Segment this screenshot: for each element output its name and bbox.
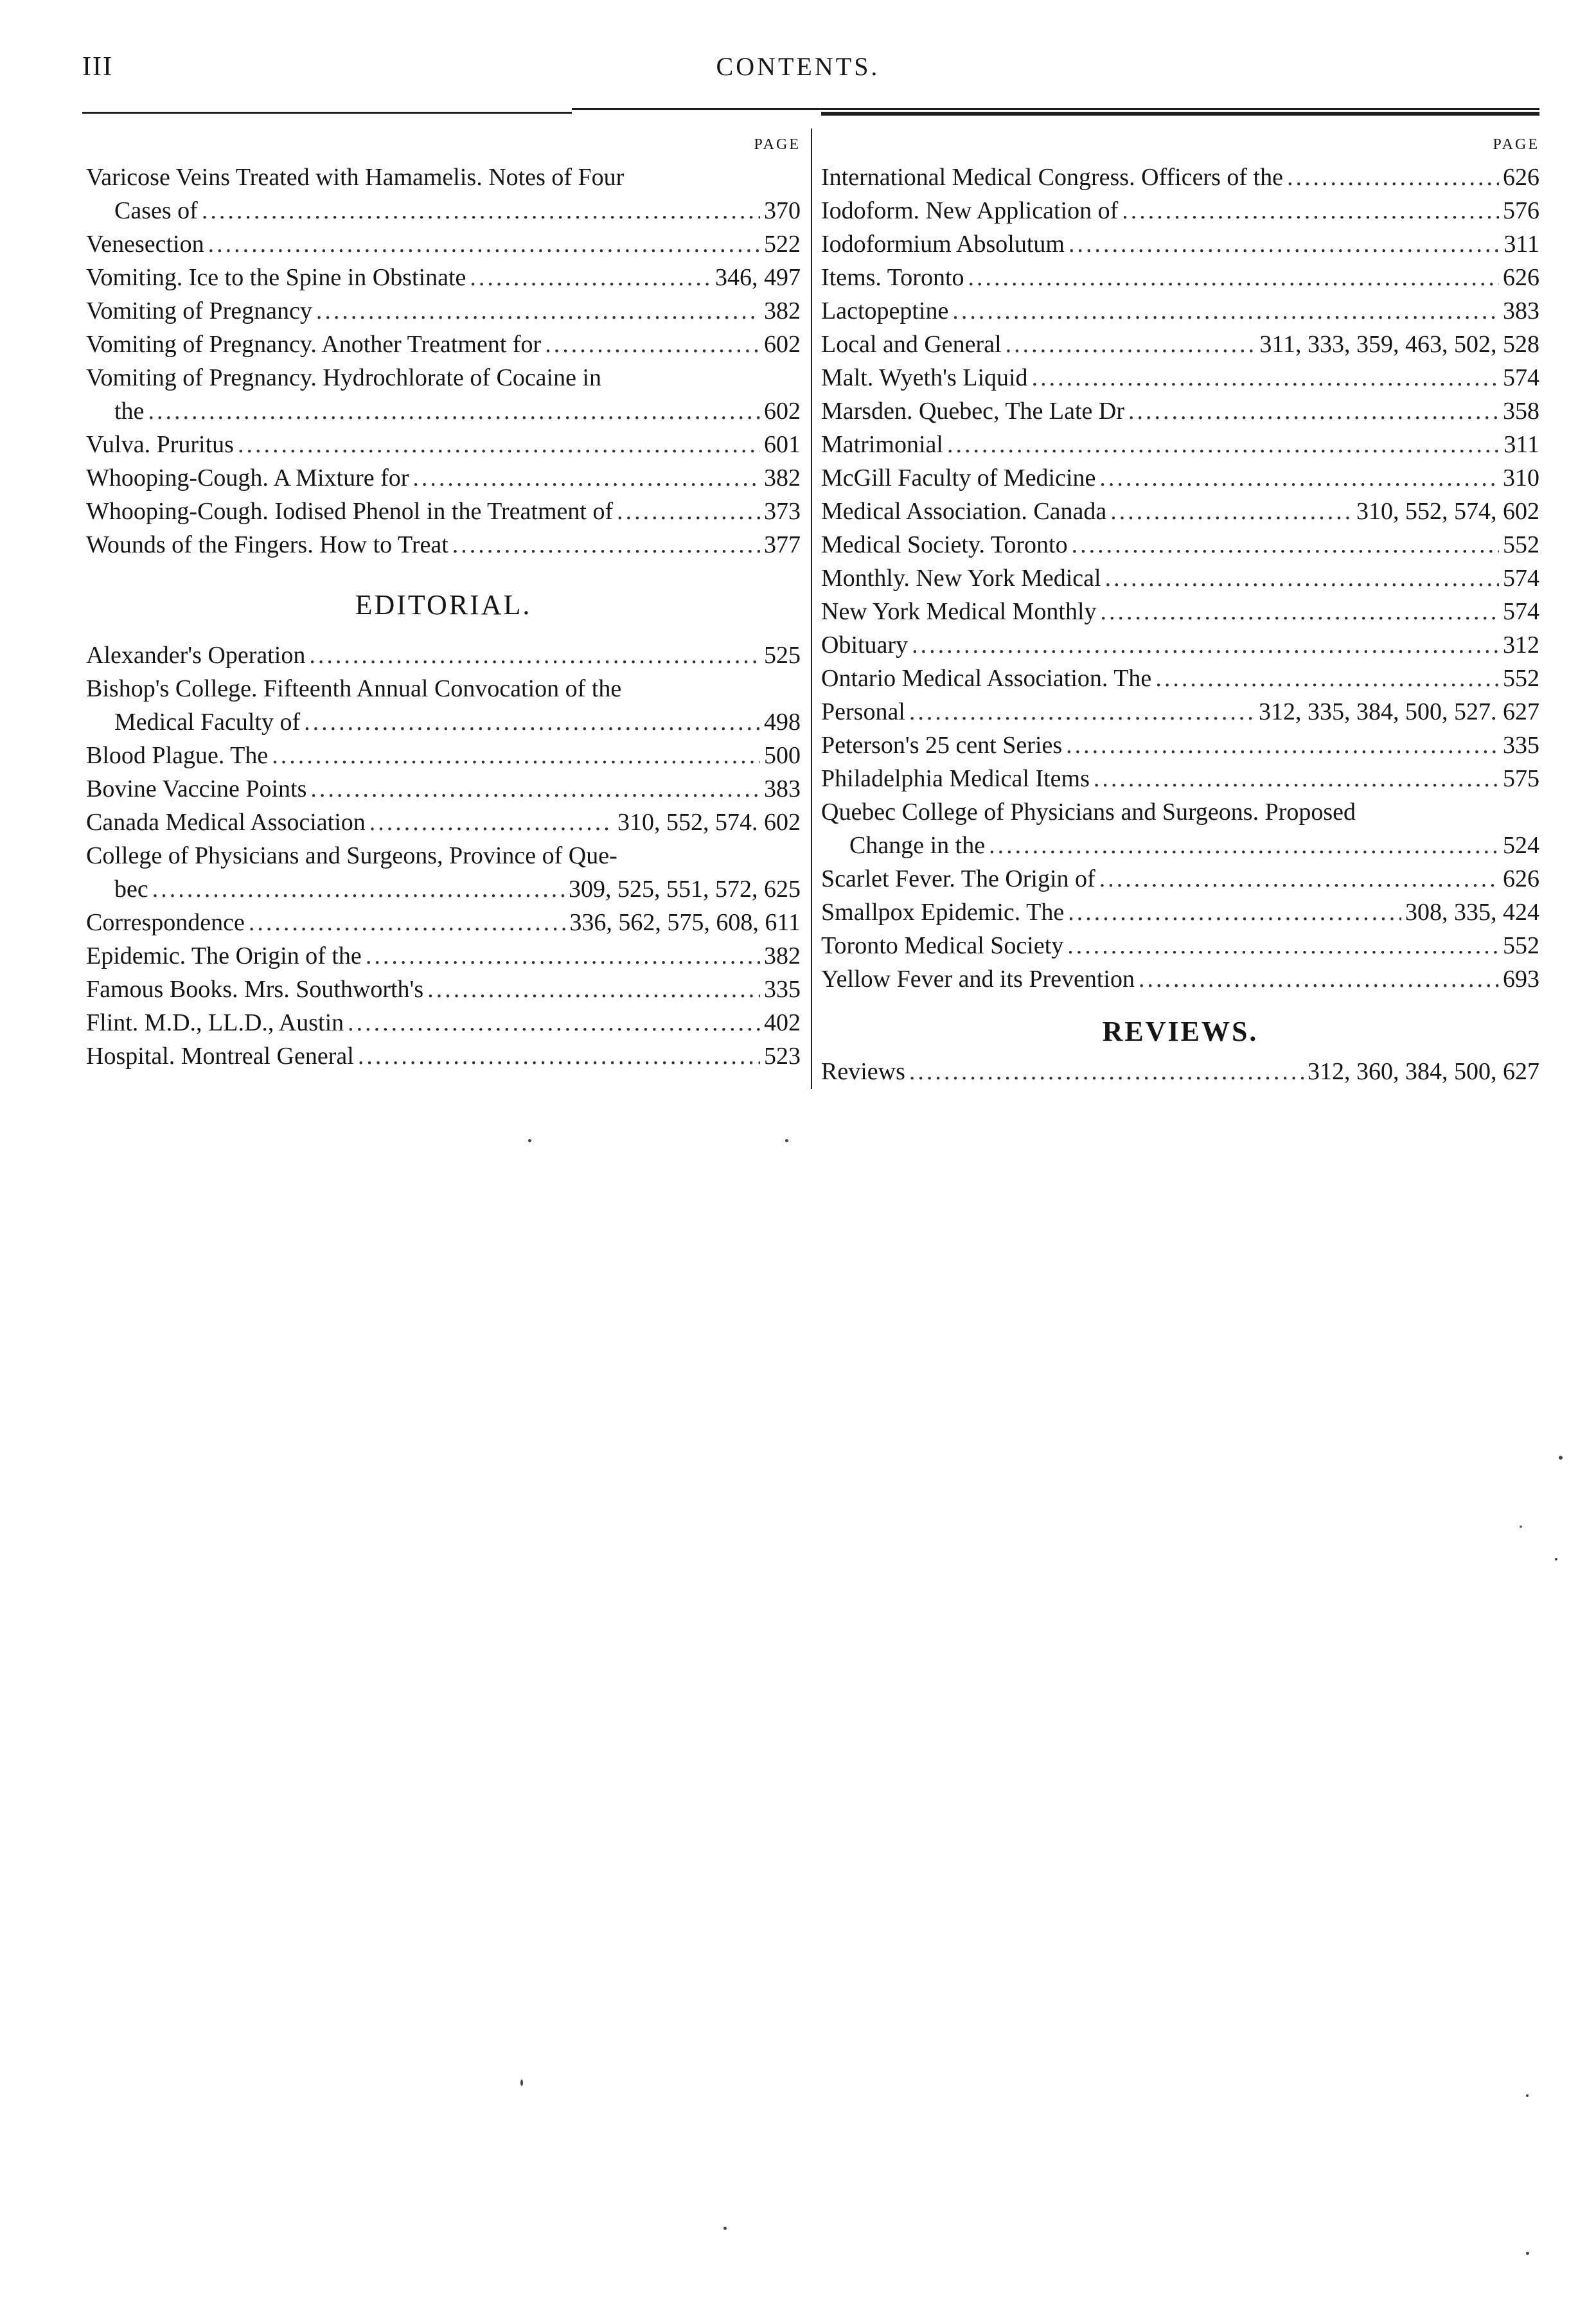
entry-pages: 370 bbox=[764, 197, 801, 224]
entry-pages: 693 bbox=[1503, 966, 1539, 993]
entry-title: Epidemic. The Origin of the bbox=[86, 942, 362, 969]
dot-leader bbox=[1068, 227, 1500, 261]
entry-line bbox=[821, 194, 1539, 227]
entry-line bbox=[86, 973, 801, 1006]
index-entry bbox=[86, 1006, 801, 1039]
entry-title: Vomiting of Pregnancy bbox=[86, 297, 312, 324]
entry-line bbox=[86, 806, 801, 839]
entry-title: Bovine Vaccine Points bbox=[86, 775, 307, 802]
entry-pages: 311 bbox=[1503, 431, 1539, 458]
entry-line bbox=[86, 328, 801, 361]
entry-line bbox=[821, 729, 1539, 762]
entry-line bbox=[86, 839, 801, 872]
index-entry bbox=[86, 328, 801, 361]
index-entry bbox=[821, 227, 1539, 261]
page-label: PAGE bbox=[1493, 136, 1539, 153]
index-entry bbox=[821, 729, 1539, 762]
index-entry bbox=[86, 939, 801, 973]
dot-leader bbox=[148, 394, 760, 428]
entry-title: Varicose Veins Treated with Hamamelis. Notes of Four bbox=[86, 164, 625, 191]
entry-title: Whooping-Cough. A Mixture for bbox=[86, 464, 409, 491]
entry-line bbox=[821, 461, 1539, 495]
entry-line bbox=[86, 461, 801, 495]
index-entry bbox=[86, 227, 801, 261]
entry-line bbox=[86, 361, 801, 394]
dot-leader bbox=[427, 973, 760, 1006]
editorial-heading: EDITORIAL. bbox=[355, 589, 532, 621]
entry-pages: 311, 333, 359, 463, 502, 528 bbox=[1259, 331, 1539, 358]
entry-line bbox=[821, 428, 1539, 461]
entry-title: Lactopeptine bbox=[821, 297, 949, 324]
index-entry bbox=[821, 929, 1539, 962]
entry-line bbox=[821, 161, 1539, 194]
scan-speck bbox=[520, 2080, 523, 2086]
index-entry bbox=[821, 361, 1539, 394]
entry-pages: 382 bbox=[764, 297, 801, 324]
index-entry bbox=[821, 161, 1539, 194]
dot-leader bbox=[1139, 962, 1499, 996]
index-entry bbox=[821, 595, 1539, 628]
entry-pages: 308, 335, 424 bbox=[1405, 899, 1539, 926]
scan-speck bbox=[1559, 1456, 1563, 1460]
entry-pages: 358 bbox=[1503, 398, 1539, 425]
entry-line bbox=[821, 662, 1539, 695]
index-entry bbox=[86, 1039, 801, 1073]
entry-line bbox=[86, 939, 801, 973]
entry-title: Whooping-Cough. Iodised Phenol in the Treatment of bbox=[86, 498, 614, 525]
entry-line bbox=[86, 906, 801, 939]
scan-speck bbox=[723, 2227, 727, 2230]
dot-leader bbox=[1105, 561, 1499, 595]
entry-pages: 576 bbox=[1503, 197, 1539, 224]
dot-leader bbox=[1128, 394, 1499, 428]
entry-pages: 402 bbox=[764, 1009, 801, 1036]
index-entry bbox=[86, 528, 801, 561]
entry-pages: 310, 552, 574, 602 bbox=[1356, 498, 1539, 525]
entry-title: Change in the bbox=[849, 832, 986, 859]
entry-pages: 335 bbox=[764, 976, 801, 1003]
index-entry bbox=[821, 294, 1539, 328]
index-entry bbox=[821, 528, 1539, 561]
entry-title: Famous Books. Mrs. Southworth's bbox=[86, 976, 424, 1003]
entry-pages: 309, 525, 551, 572, 625 bbox=[569, 876, 801, 903]
reviews-heading: REVIEWS. bbox=[1102, 1016, 1259, 1047]
scan-speck bbox=[528, 1139, 531, 1142]
entry-title: Correspondence bbox=[86, 909, 245, 936]
dot-leader bbox=[1099, 862, 1499, 896]
entry-pages: 498 bbox=[764, 709, 801, 736]
dot-leader bbox=[249, 906, 565, 939]
entry-line bbox=[821, 561, 1539, 595]
entry-title: Smallpox Epidemic. The bbox=[821, 899, 1065, 926]
index-entry bbox=[821, 1055, 1539, 1088]
entry-title: Ontario Medical Association. The bbox=[821, 665, 1152, 692]
dot-leader bbox=[272, 739, 760, 772]
entry-pages: 626 bbox=[1503, 164, 1539, 191]
entry-pages: 311 bbox=[1503, 231, 1539, 258]
entry-title: International Medical Congress. Officers of the bbox=[821, 164, 1283, 191]
index-entry bbox=[86, 639, 801, 672]
entry-title: Quebec College of Physicians and Surgeons. Proposed bbox=[821, 799, 1356, 826]
index-entry bbox=[821, 495, 1539, 528]
index-entry bbox=[821, 628, 1539, 662]
entry-title: Vomiting. Ice to the Spine in Obstinate bbox=[86, 264, 466, 291]
entry-title: Medical Faculty of bbox=[114, 709, 301, 736]
entry-pages: 602 bbox=[764, 331, 801, 358]
entry-title: Yellow Fever and its Prevention bbox=[821, 966, 1135, 993]
entry-title: bec bbox=[114, 876, 148, 903]
index-entry bbox=[821, 194, 1539, 227]
entry-pages: 310, 552, 574. 602 bbox=[617, 809, 801, 836]
entry-line bbox=[821, 829, 1539, 862]
entry-pages: 346, 497 bbox=[715, 264, 801, 291]
entry-line bbox=[86, 672, 801, 705]
entry-title: Cases of bbox=[114, 197, 198, 224]
page-header bbox=[0, 51, 1596, 90]
column-divider bbox=[811, 128, 812, 1089]
dot-leader bbox=[617, 495, 760, 528]
reviews-list bbox=[821, 1055, 1539, 1088]
index-entry bbox=[86, 261, 801, 294]
entry-title: Matrimonial bbox=[821, 431, 943, 458]
entry-pages: 373 bbox=[764, 498, 801, 525]
entry-title: Marsden. Quebec, The Late Dr bbox=[821, 398, 1124, 425]
entry-title: Blood Plague. The bbox=[86, 742, 269, 769]
entry-title: Iodoform. New Application of bbox=[821, 197, 1119, 224]
entry-title: Items. Toronto bbox=[821, 264, 964, 291]
dot-leader bbox=[304, 705, 760, 739]
dot-leader bbox=[369, 806, 614, 839]
entry-line bbox=[86, 639, 801, 672]
entry-title: Vulva. Pruritus bbox=[86, 431, 234, 458]
dot-leader bbox=[1110, 495, 1352, 528]
entry-line bbox=[821, 1055, 1539, 1088]
dot-leader bbox=[909, 695, 1255, 729]
index-entry bbox=[821, 695, 1539, 729]
dot-leader bbox=[1068, 896, 1401, 929]
dot-leader bbox=[1032, 361, 1499, 394]
index-entry bbox=[821, 261, 1539, 294]
dot-leader bbox=[989, 829, 1499, 862]
index-entry bbox=[86, 495, 801, 528]
entry-line bbox=[821, 762, 1539, 795]
entry-pages: 383 bbox=[1503, 297, 1539, 324]
index-list bbox=[821, 161, 1539, 996]
entry-line bbox=[821, 261, 1539, 294]
entry-pages: 552 bbox=[1503, 665, 1539, 692]
dot-leader bbox=[412, 461, 760, 495]
index-entry bbox=[86, 906, 801, 939]
index-entry bbox=[821, 795, 1539, 862]
entry-title: McGill Faculty of Medicine bbox=[821, 464, 1096, 491]
entry-title: Toronto Medical Society bbox=[821, 932, 1064, 959]
entry-line bbox=[821, 695, 1539, 729]
dot-leader bbox=[310, 772, 760, 806]
entry-title: the bbox=[114, 398, 145, 425]
entry-line bbox=[821, 795, 1539, 829]
index-entry bbox=[86, 839, 801, 906]
entry-title: Personal bbox=[821, 698, 905, 725]
entry-line bbox=[821, 962, 1539, 996]
entry-pages: 574 bbox=[1503, 598, 1539, 625]
entry-line bbox=[821, 896, 1539, 929]
entry-title: Flint. M.D., LL.D., Austin bbox=[86, 1009, 344, 1036]
entry-pages: 524 bbox=[1503, 832, 1539, 859]
entry-pages: 312, 335, 384, 500, 527. 627 bbox=[1259, 698, 1539, 725]
entry-line bbox=[86, 394, 801, 428]
page-folio: III bbox=[82, 52, 113, 82]
entry-line bbox=[821, 528, 1539, 561]
entry-line bbox=[86, 261, 801, 294]
entry-line bbox=[821, 294, 1539, 328]
entry-pages: 525 bbox=[764, 642, 801, 669]
entry-title: Malt. Wyeth's Liquid bbox=[821, 364, 1028, 391]
dot-leader bbox=[1066, 729, 1499, 762]
dot-leader bbox=[1287, 161, 1499, 194]
dot-leader bbox=[1006, 328, 1256, 361]
index-entry bbox=[86, 428, 801, 461]
entry-line bbox=[86, 227, 801, 261]
scan-speck bbox=[1526, 2252, 1529, 2255]
entry-pages: 575 bbox=[1503, 765, 1539, 792]
editorial-list bbox=[86, 639, 801, 1073]
entry-pages: 626 bbox=[1503, 264, 1539, 291]
entry-pages: 312 bbox=[1503, 632, 1539, 658]
index-entry bbox=[821, 762, 1539, 795]
entry-title: Canada Medical Association bbox=[86, 809, 366, 836]
dot-leader bbox=[470, 261, 711, 294]
index-entry bbox=[86, 806, 801, 839]
header-rule-right bbox=[572, 108, 1539, 110]
entry-title: Wounds of the Fingers. How to Treat bbox=[86, 531, 448, 558]
entry-line bbox=[86, 1006, 801, 1039]
entry-line bbox=[821, 495, 1539, 528]
right-column bbox=[821, 135, 1539, 1088]
entry-pages: 626 bbox=[1503, 865, 1539, 892]
entry-line bbox=[86, 705, 801, 739]
index-entry bbox=[821, 862, 1539, 896]
index-entry bbox=[86, 772, 801, 806]
dot-leader bbox=[909, 1055, 1304, 1088]
dot-leader bbox=[1067, 929, 1499, 962]
dot-leader bbox=[452, 528, 760, 561]
entry-title: College of Physicians and Surgeons, Province of Que- bbox=[86, 842, 617, 869]
entry-title: New York Medical Monthly bbox=[821, 598, 1097, 625]
entry-pages: 336, 562, 575, 608, 611 bbox=[569, 909, 801, 936]
entry-title: Iodoformium Absolutum bbox=[821, 231, 1065, 258]
entry-pages: 602 bbox=[764, 398, 801, 425]
index-entry bbox=[86, 672, 801, 739]
dot-leader bbox=[1155, 662, 1499, 695]
dot-leader bbox=[309, 639, 760, 672]
index-entry bbox=[821, 428, 1539, 461]
entry-pages: 552 bbox=[1503, 531, 1539, 558]
entry-line bbox=[821, 862, 1539, 896]
dot-leader bbox=[1122, 194, 1499, 227]
dot-leader bbox=[366, 939, 760, 973]
running-title: CONTENTS. bbox=[716, 52, 880, 81]
entry-pages: 383 bbox=[764, 775, 801, 802]
index-list bbox=[86, 161, 801, 561]
entry-pages: 574 bbox=[1503, 565, 1539, 592]
dot-leader bbox=[1094, 762, 1499, 795]
entry-pages: 523 bbox=[764, 1043, 801, 1070]
entry-title: Vomiting of Pregnancy. Hydrochlorate of Cocaine in bbox=[86, 364, 602, 391]
dot-leader bbox=[545, 328, 760, 361]
entry-pages: 382 bbox=[764, 942, 801, 969]
entry-line bbox=[821, 929, 1539, 962]
entry-line bbox=[86, 528, 801, 561]
entry-line bbox=[86, 495, 801, 528]
entry-title: Alexander's Operation bbox=[86, 642, 306, 669]
dot-leader bbox=[1099, 461, 1499, 495]
entry-line bbox=[86, 872, 801, 906]
index-entry bbox=[821, 896, 1539, 929]
entry-title: Hospital. Montreal General bbox=[86, 1043, 354, 1070]
entry-line bbox=[86, 194, 801, 227]
dot-leader bbox=[152, 872, 565, 906]
left-column bbox=[86, 135, 801, 1073]
entry-pages: 312, 360, 384, 500, 627 bbox=[1308, 1058, 1539, 1085]
dot-leader bbox=[358, 1039, 760, 1073]
scan-speck bbox=[1555, 1558, 1557, 1560]
entry-pages: 574 bbox=[1503, 364, 1539, 391]
entry-line bbox=[821, 628, 1539, 662]
index-entry bbox=[821, 394, 1539, 428]
entry-line bbox=[821, 328, 1539, 361]
entry-title: Scarlet Fever. The Origin of bbox=[821, 865, 1095, 892]
entry-pages: 522 bbox=[764, 231, 801, 258]
entry-line bbox=[821, 595, 1539, 628]
dot-leader bbox=[238, 428, 760, 461]
dot-leader bbox=[952, 294, 1499, 328]
dot-leader bbox=[1072, 528, 1499, 561]
entry-title: Venesection bbox=[86, 231, 204, 258]
dot-leader bbox=[316, 294, 760, 328]
entry-pages: 382 bbox=[764, 464, 801, 491]
index-entry bbox=[86, 739, 801, 772]
dot-leader bbox=[947, 428, 1500, 461]
entry-line bbox=[86, 428, 801, 461]
index-entry bbox=[821, 561, 1539, 595]
entry-line bbox=[86, 772, 801, 806]
entry-title: Medical Association. Canada bbox=[821, 498, 1107, 525]
entry-pages: 601 bbox=[764, 431, 801, 458]
entry-title: Medical Society. Toronto bbox=[821, 531, 1068, 558]
index-entry bbox=[86, 361, 801, 428]
entry-title: Local and General bbox=[821, 331, 1002, 358]
entry-line bbox=[821, 394, 1539, 428]
entry-pages: 552 bbox=[1503, 932, 1539, 959]
index-entry bbox=[821, 662, 1539, 695]
dot-leader bbox=[348, 1006, 760, 1039]
dot-leader bbox=[202, 194, 760, 227]
entry-line bbox=[821, 227, 1539, 261]
entry-line bbox=[86, 739, 801, 772]
entry-title: Obituary bbox=[821, 632, 909, 658]
index-entry bbox=[821, 962, 1539, 996]
entry-title: Peterson's 25 cent Series bbox=[821, 732, 1063, 759]
entry-line bbox=[86, 1039, 801, 1073]
entry-title: Monthly. New York Medical bbox=[821, 565, 1101, 592]
index-entry bbox=[821, 328, 1539, 361]
entry-line bbox=[86, 161, 801, 194]
entry-pages: 500 bbox=[764, 742, 801, 769]
page-label: PAGE bbox=[754, 136, 801, 153]
entry-title: Philadelphia Medical Items bbox=[821, 765, 1090, 792]
entry-title: Bishop's College. Fifteenth Annual Convocation of the bbox=[86, 675, 622, 702]
entry-line bbox=[86, 294, 801, 328]
scan-mark: · bbox=[1518, 1516, 1524, 1537]
dot-leader bbox=[1101, 595, 1499, 628]
header-rule-right-thick bbox=[821, 112, 1539, 116]
entry-title: Reviews bbox=[821, 1058, 905, 1085]
scan-speck bbox=[785, 1139, 788, 1142]
index-entry bbox=[86, 461, 801, 495]
index-entry bbox=[86, 294, 801, 328]
entry-pages: 377 bbox=[764, 531, 801, 558]
index-entry bbox=[86, 973, 801, 1006]
dot-leader bbox=[208, 227, 760, 261]
header-rule-left bbox=[82, 112, 572, 114]
entry-line bbox=[821, 361, 1539, 394]
index-entry bbox=[821, 461, 1539, 495]
scan-speck bbox=[1526, 2094, 1529, 2097]
entry-pages: 310 bbox=[1503, 464, 1539, 491]
entry-pages: 335 bbox=[1503, 732, 1539, 759]
dot-leader bbox=[912, 628, 1499, 662]
index-entry bbox=[86, 161, 801, 227]
entry-title: Vomiting of Pregnancy. Another Treatment for bbox=[86, 331, 542, 358]
dot-leader bbox=[968, 261, 1499, 294]
